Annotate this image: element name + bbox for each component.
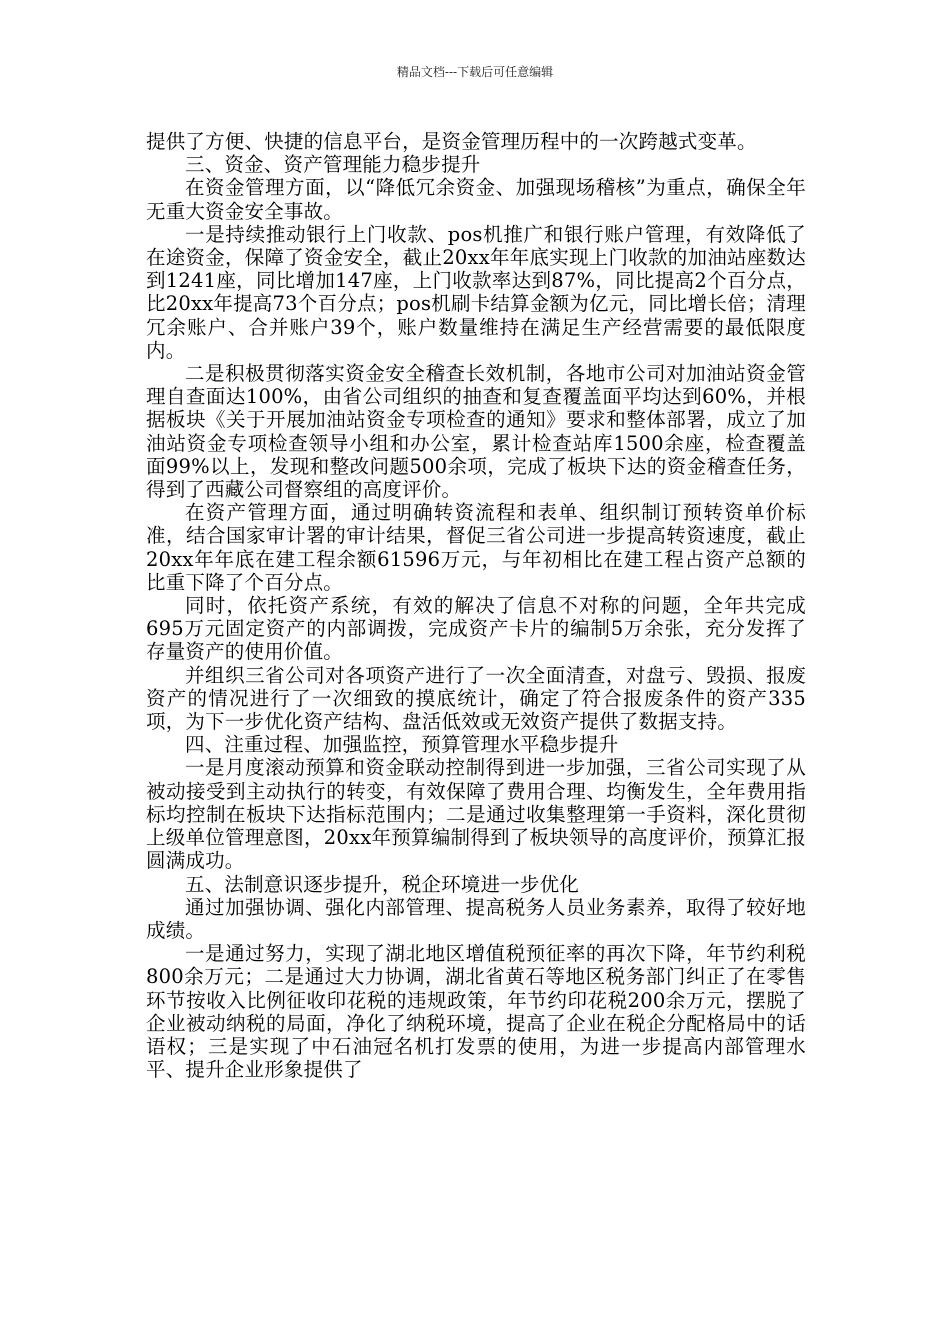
paragraph: 同时，依托资产系统，有效的解决了信息不对称的问题，全年共完成695万元固定资产的内部调拨，完成资产卡片的编制5万余张，充分发挥了存量资产的使用价值。 bbox=[146, 594, 806, 664]
document-body bbox=[146, 130, 806, 1081]
section-heading-5: 五、法制意识逐步提升，税企环境进一步优化 bbox=[185, 872, 580, 896]
paragraph: 并组织三省公司对各项资产进行了一次全面清查，对盘亏、毁损、报废资产的情况进行了一次细致的摸底统计，确定了符合报废条件的资产335项，为下一步优化资产结构、盘活低效或无效资产提供了数据支持。 bbox=[146, 663, 806, 734]
paragraph: 在资金管理方面，以“降低冗余资金、加强现场稽核”为重点，确保全年无重大资金安全事故。 bbox=[146, 176, 806, 223]
paragraph: 在资产管理方面，通过明确转资流程和表单、组织制订预转资单价标准，结合国家审计署的审计结果，督促三省公司进一步提高转资速度，截止20xx年年底在建工程余额61596万元，与年初相比在建工程占资产总额的比重下降了个百分点。 bbox=[146, 501, 806, 594]
section-heading-3: 三、资金、资产管理能力稳步提升 bbox=[185, 153, 481, 177]
paragraph: 一是通过努力，实现了湖北地区增值税预征率的再次下降，年节约利税800余万元；二是通过大力协调，湖北省黄石等地区税务部门纠正了在零售环节按收入比例征收印花税的违规政策，年节约印花税200余万元，摆脱了企业被动纳税的局面，净化了纳税环境，提高了企业在税企分配格局中的话语权；三是实现了中石油冠名机打发票的使用，为进一步提高内部管理水平、提升企业形象提供了 bbox=[146, 942, 806, 1082]
paragraph-continuation: 提供了方便、快捷的信息平台，是资金管理历程中的一次跨越式变革。 bbox=[146, 130, 757, 153]
paragraph: 一是月度滚动预算和资金联动控制得到进一步加强，三省公司实现了从被动接受到主动执行的转变，有效保障了费用合理、均衡发生，全年费用指标均控制在板块下达指标范围内；二是通过收集整理第一手资料，深化贯彻上级单位管理意图，20xx年预算编制得到了板块领导的高度评价，预算汇报圆满成功。 bbox=[146, 756, 806, 873]
page-header: 精品文档---下载后可任意编辑 bbox=[396, 65, 554, 79]
paragraph: 通过加强协调、强化内部管理、提高税务人员业务素养，取得了较好地成绩。 bbox=[146, 895, 806, 942]
section-heading-4: 四、注重过程、加强监控，预算管理水平稳步提升 bbox=[185, 733, 619, 757]
paragraph: 二是积极贯彻落实资金安全稽查长效机制，各地市公司对加油站资金管理自查面达100%，由省公司组织的抽查和复查覆盖面平均达到60%，并根据板块《关于开展加油站资金专项检查的通知》要求和整体部署，成立了加油站资金专项检查领导小组和办公室，累计检查站库1500余座，检查覆盖面99%以上，发现和整改问题500余项，完成了板块下达的资金稽查任务，得到了西藏公司督察组的高度评价。 bbox=[146, 362, 806, 502]
paragraph: 一是持续推动银行上门收款、pos机推广和银行账户管理，有效降低了在途资金，保障了资金安全，截止20xx年年底实现上门收款的加油站座数达到1241座，同比增加147座，上门收款率达到87%，同比提高2个百分点，比20xx年提高73个百分点；pos机刷卡结算金额为亿元，同比增长倍；清理冗余账户、合并账户39个，账户数量维持在满足生产经营需要的最低限度内。 bbox=[146, 222, 806, 362]
